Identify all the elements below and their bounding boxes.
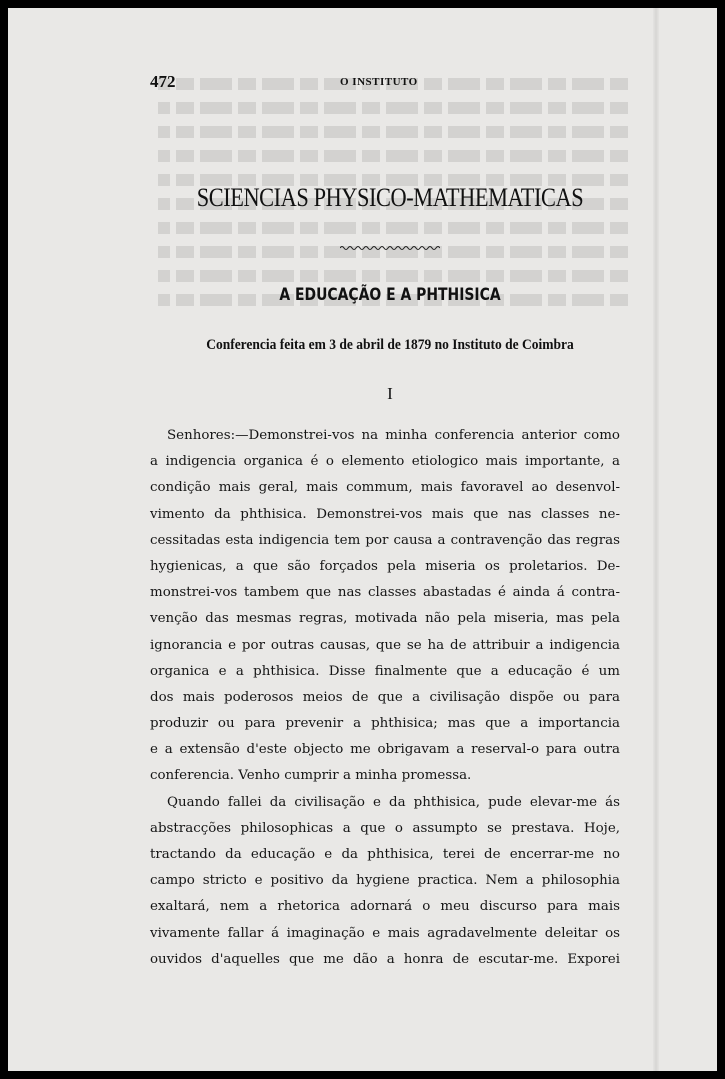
- text-line: vivamente fallar á imaginação e mais agradavelmente deleitar os: [150, 925, 620, 941]
- text-line: ignorancia e por outras causas, que se ha de attribuir a indigencia: [150, 637, 620, 653]
- text-line: cessitadas esta indigencia tem por causa a contravenção das regras: [150, 532, 620, 548]
- article-subtitle: Conferencia feita em 3 de abril de 1879 no Instituto de Coimbra: [206, 337, 574, 353]
- text-line: condição mais geral, mais commum, mais favoravel ao desenvol-: [150, 480, 620, 496]
- section-number: I: [387, 384, 393, 403]
- running-head: O INSTITUTO: [340, 76, 418, 88]
- wavy-rule-ornament: [340, 244, 440, 252]
- text-line: Quando fallei da civilisação e da phthisica, pude elevar-me ás: [167, 794, 620, 810]
- paragraph-1: [150, 423, 620, 790]
- text-line: exaltará, nem a rhetorica adornará o meu discurso para mais: [150, 899, 620, 915]
- text-line: conferencia. Venho cumprir a minha promessa.: [150, 768, 472, 784]
- text-line: monstrei-vos tambem que nas classes abastadas é ainda á contra-: [150, 585, 620, 601]
- text-line: a indigencia organica é o elemento etiologico mais importante, a: [150, 454, 620, 470]
- article-body: [150, 423, 620, 973]
- text-line: hygienicas, a que são forçados pela miseria os proletarios. De-: [150, 558, 620, 574]
- text-line: vimento da phthisica. Demonstrei-vos mais que nas classes ne-: [150, 506, 620, 522]
- text-line: e a extensão d'este objecto me obrigavam a reserval-o para outra: [150, 742, 620, 758]
- text-line: abstracções philosophicas a que o assumpto se prestava. Hoje,: [150, 820, 620, 836]
- text-line: campo stricto e positivo da hygiene practica. Nem a philosophia: [150, 873, 620, 889]
- page-fold-shadow: [653, 8, 659, 1071]
- text-line: venção das mesmas regras, motivada não pela miseria, mas pela: [150, 611, 620, 627]
- article-title: A EDUCAÇÃO E A PHTHISICA: [279, 285, 501, 305]
- page-header: [150, 72, 630, 92]
- text-line: dos mais poderosos meios de que a civilisação dispõe ou para: [150, 689, 620, 705]
- section-title: SCIENCIAS PHYSICO-MATHEMATICAS: [196, 183, 584, 212]
- text-line: produzir ou para prevenir a phthisica; mas que a importancia: [150, 716, 620, 732]
- show-through-text: [158, 78, 628, 348]
- text-line: tractando da educação e da phthisica, terei de encerrar-me no: [150, 847, 620, 862]
- text-line: ouvidos d'aquelles que me dão a honra de escutar-me. Exporei: [150, 951, 620, 967]
- text-line: organica e a phthisica. Disse finalmente que a educação é um: [150, 663, 620, 679]
- text-line: Senhores:—Demonstrei-vos na minha conferencia anterior como: [167, 428, 620, 443]
- page-number: 472: [150, 72, 176, 91]
- paragraph-2: [150, 790, 620, 973]
